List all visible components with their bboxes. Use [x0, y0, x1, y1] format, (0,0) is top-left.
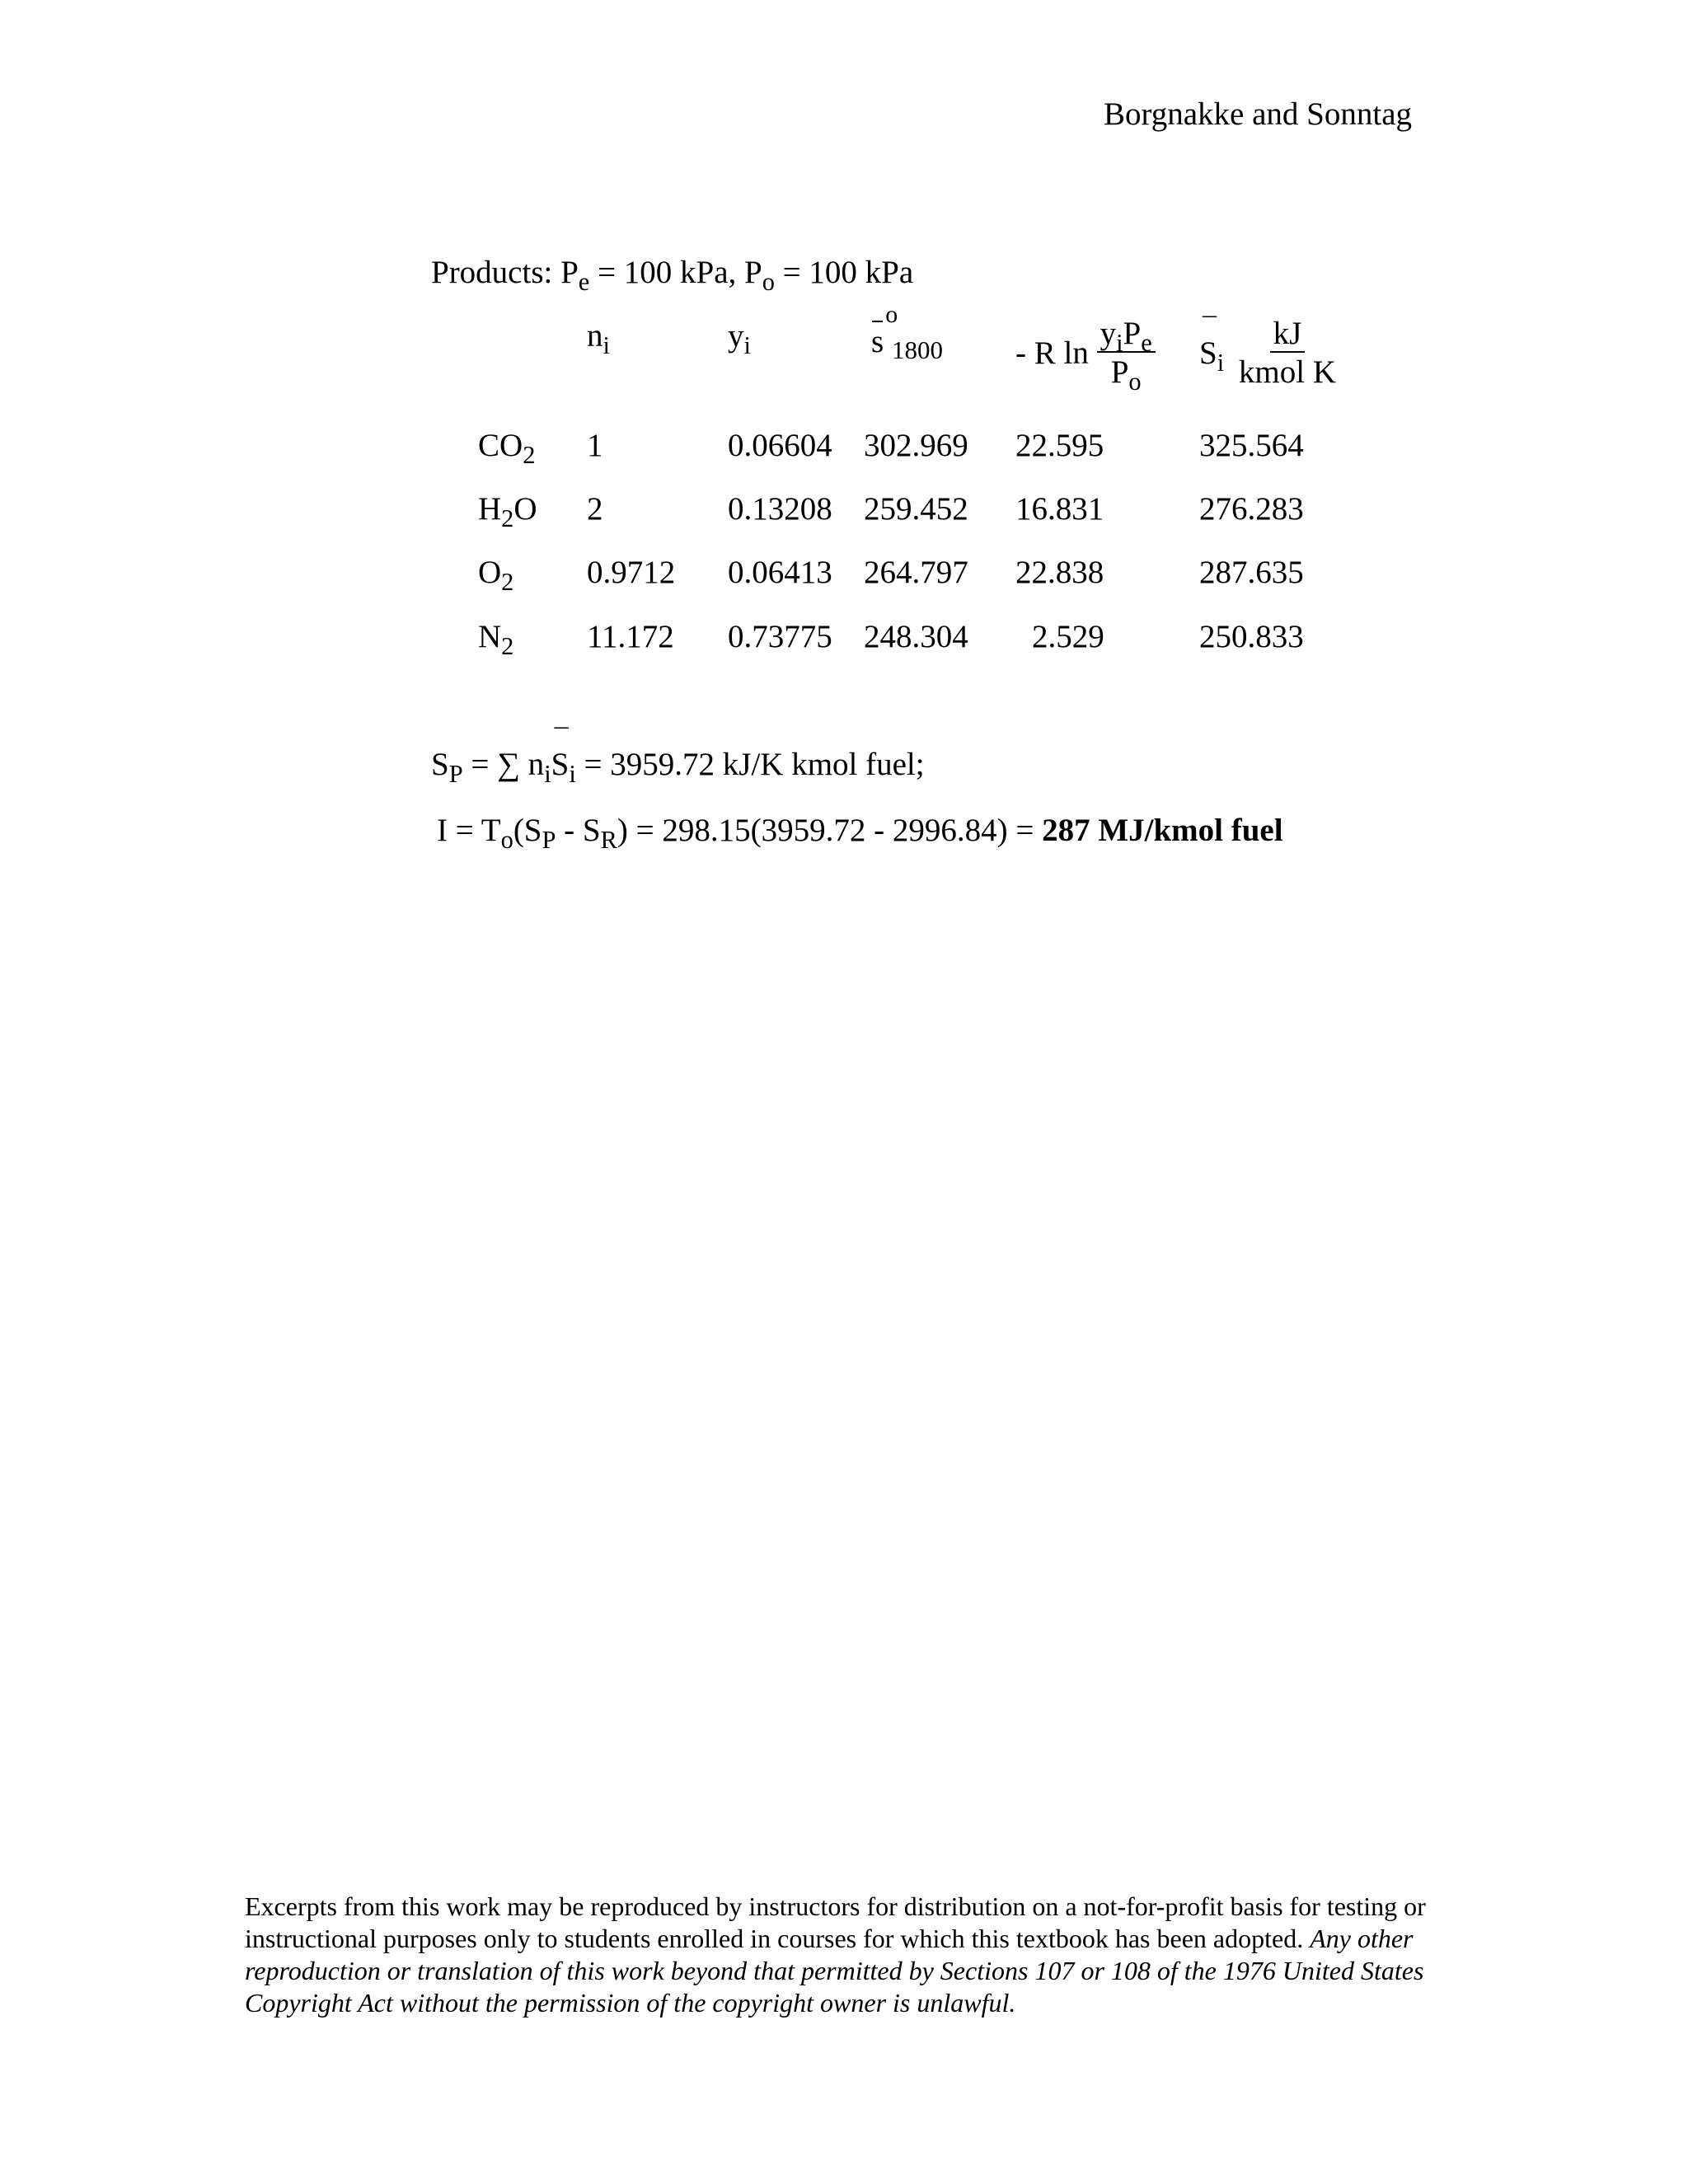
equation-sp: $S_P$ = ∑ $n_i¯$ $S_i = 3959.72$ kJ/K kmol fuel;: [431, 746, 925, 783]
irreversibility-result: 287 MJ/kmol fuel: [1042, 813, 1283, 848]
table-row: [0, 490, 1688, 532]
page-header-author: Borgnakke and Sonntag: [1103, 96, 1412, 132]
col-header-n: $n_i$: [587, 318, 610, 359]
n-cell: 0.9712: [587, 555, 676, 590]
y-cell: 0.06604: [728, 428, 832, 463]
rln-cell: 22.595: [1015, 428, 1104, 463]
y-cell: 0.06413: [728, 555, 832, 590]
n-cell: 2: [587, 491, 603, 527]
y-cell: 0.73775: [728, 619, 832, 654]
S-cell: 276.283: [1199, 491, 1304, 527]
s-cell: 264.797: [864, 555, 968, 590]
table-row: [0, 618, 1688, 659]
rln-cell: 16.831: [1015, 491, 1104, 527]
rln-cell: 22.838: [1015, 555, 1104, 590]
col-header-y: $y_i$: [728, 318, 751, 359]
col-header-S-entropy: ¯ $S_i$ $\frac{kJ}{\text{kmol K}}$: [1199, 317, 1336, 388]
species-cell: $O_2$: [478, 555, 514, 596]
s-cell: 248.304: [864, 619, 968, 654]
products-title: Products: $P_e = 100$ kPa, $P_o = 100$ kPa: [431, 255, 914, 296]
species-cell: $H_2O$: [478, 491, 537, 532]
species-cell: $N_2$: [478, 619, 514, 660]
copyright-footer: [245, 1891, 1432, 2019]
S-cell: 250.833: [1199, 619, 1304, 654]
footer-normal-text: Excerpts from this work may be reproduced by instructors for distribution on a not-for-profit basis for testing or instructional purposes only to students enrolled in courses for which this textbook has been adopted.: [245, 1891, 1426, 1953]
equation-irreversibility: $I = T_o(S_P - S_R) = 298.15(3959.72 - 2996.84) = 287$ MJ/kmol fuel: [437, 813, 1283, 854]
n-cell: 1: [587, 428, 603, 463]
n-cell: 11.172: [587, 619, 674, 654]
s-cell: 302.969: [864, 428, 968, 463]
S-cell: 287.635: [1199, 555, 1304, 590]
S-cell: 325.564: [1199, 428, 1304, 463]
s-cell: 259.452: [864, 491, 968, 527]
col-header-rln: - R ln $\frac{y_iP_e}{P_o}$: [1015, 317, 1156, 388]
table-row: [0, 554, 1688, 595]
footer-italic-text: Any other reproduction or translation of this work beyond that permitted by Sections 107 or 108 of the 1976 United States Copyright Act without the permission of the copyright owner is unlawful.: [245, 1924, 1424, 2018]
table-row: [0, 427, 1688, 468]
species-cell: $CO_2$: [478, 428, 536, 469]
y-cell: 0.13208: [728, 491, 832, 527]
rln-cell: 2.529: [1032, 619, 1104, 654]
col-header-s-standard: s o $_{1800}$: [871, 301, 943, 364]
